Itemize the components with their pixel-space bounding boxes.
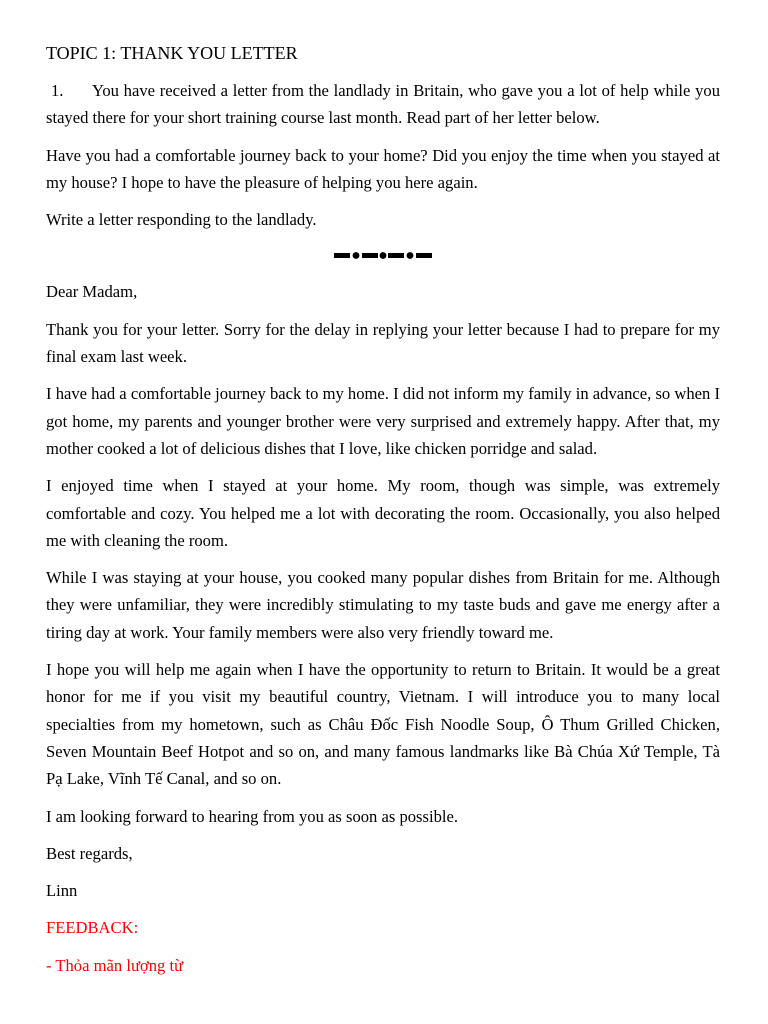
letter-paragraph-2: I have had a comfortable journey back to my home. I did not inform my family in advance, so when I got home, my parents and younger brother were very surprised and extremely happy. After that, my mother cooked a lot of delicious dishes that I love, like chicken porridge and salad. [46,384,720,458]
document-page [46,40,720,989]
letter-paragraph-3: I enjoyed time when I stayed at your home. My room, though was simple, was extremely comfortable and cozy. You helped me a lot with decorating the room. Occasionally, you also helped me with cleaning the room. [46,476,720,550]
feedback-heading: FEEDBACK: [46,918,139,938]
letter-greeting: Dear Madam, [46,282,138,302]
letter-closing: Best regards, [46,843,133,863]
task-instruction: Write a letter responding to the landlady. [46,210,317,230]
divider-ornament-icon [334,250,432,260]
task-text: You have received a letter from the landlady in Britain, who gave you a lot of help while you stayed there for your short training course last month. Read part of her letter below. [46,81,720,128]
section-divider [46,243,720,267]
feedback-item: - Thỏa mãn lượng từ [46,955,184,975]
letter-paragraph-5: I hope you will help me again when I have the opportunity to return to Britain. It would be a great honor for me if you visit my beautiful country, Vietnam. I will introduce you to many local specialties from my hometown, such as Châu Đốc Fish Noodle Soup, Ô Thum Grilled Chicken, Seven Mountain Beef Hotpot and so on, and many famous landmarks like Bà Chúa Xứ Temple, Tà Pạ Lake, Vĩnh Tế Canal, and so on. [46,660,720,789]
letter-paragraph-1: Thank you for your letter. Sorry for the delay in replying your letter because I had to prepare for my final exam last week. [46,319,720,367]
page-title: TOPIC 1: THANK YOU LETTER [46,43,298,63]
letter-paragraph-4: While I was staying at your house, you cooked many popular dishes from Britain for me. Although they were unfamiliar, they were incredibly stimulating to my taste buds and gave me energy after a tiring day at work. Your family members were also very friendly toward me. [46,568,720,642]
task-paragraph [46,77,720,132]
task-number: 1. [51,81,64,100]
letter-paragraph-6: I am looking forward to hearing from you as soon as possible. [46,806,458,826]
task-quote: Have you had a comfortable journey back to your home? Did you enjoy the time when you stayed at my house? I hope to have the pleasure of helping you here again. [46,145,720,192]
letter-signature: Linn [46,881,78,901]
